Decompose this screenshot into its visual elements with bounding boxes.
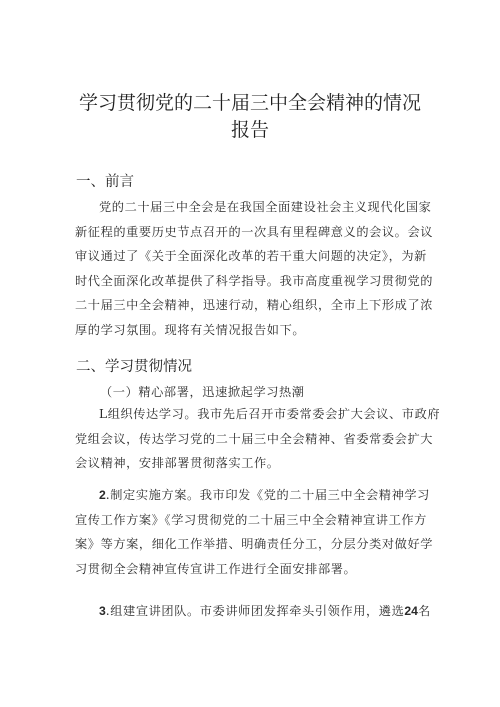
preface-paragraph: [75, 195, 447, 343]
section-heading-preface: 一、前言: [76, 174, 134, 190]
item-3-line-1-tail: 名: [417, 604, 431, 618]
item-3-line-1: [75, 599, 447, 624]
item-2-line-2: 宣传工作方案》《学习贯彻党的二十届三中全会精神宣讲工作方: [75, 512, 427, 527]
item-1-paragraph: [75, 402, 447, 476]
item-2-line-4: 习贯彻全会精神宣传宣讲工作进行全面安排部署。: [75, 561, 357, 576]
item-3-line-1-text: .组建宣讲团队。市委讲师团发挥牵头引领作用，遴选: [105, 604, 405, 618]
item-1-line-1: L组织传达学习。我市先后召开市委常委会扩大会议、市政府: [99, 407, 441, 421]
item-2-paragraph: [75, 483, 447, 581]
item-2-line-1: [75, 483, 447, 508]
subsection-heading-deploy: （一）精心部署，迅速掀起学习热潮: [100, 385, 305, 399]
document-title-line-1: 学习贯彻党的二十届三中全会精神的情况: [78, 92, 421, 114]
item-3-count: 24: [404, 604, 418, 618]
item-3-paragraph: [75, 599, 447, 624]
item-2-line-1-text: .制定实施方案。我市印发《党的二十届三中全会精神学习: [105, 488, 430, 502]
document-title-line-2: 报告: [230, 119, 269, 141]
section-heading-study: 二、学习贯彻情况: [76, 359, 192, 375]
preface-line-2: 新征程的重要历史节点召开的一次具有里程碑意义的会议。会议: [75, 224, 434, 239]
preface-line-5: 二十届三中全会精神，迅速行动，精心组织，全市上下形成了浓: [75, 298, 434, 313]
preface-line-3: 审议通过了《关于全面深化改革的若干重大问题的决定》，为新: [75, 249, 427, 264]
item-1-line-3: 会议精神，安排部署贯彻落实工作。: [75, 456, 280, 471]
preface-line-1: 党的二十届三中全会是在我国全面建设社会主义现代化国家: [99, 200, 432, 214]
item-1-line-2: 党组会议，传达学习党的二十届三中全会精神、省委常委会扩大: [75, 431, 434, 446]
item-2-number: 2: [99, 488, 106, 502]
preface-line-6: 厚的学习氛围。现将有关情况报告如下。: [75, 322, 306, 337]
preface-line-4: 时代全面深化改革提供了科学指导。我市高度重视学习贯彻党的: [75, 273, 434, 288]
item-3-number: 3: [99, 604, 106, 618]
item-2-line-3: 案》等方案，细化工作举措、明确责任分工，分层分类对做好学: [75, 537, 434, 552]
